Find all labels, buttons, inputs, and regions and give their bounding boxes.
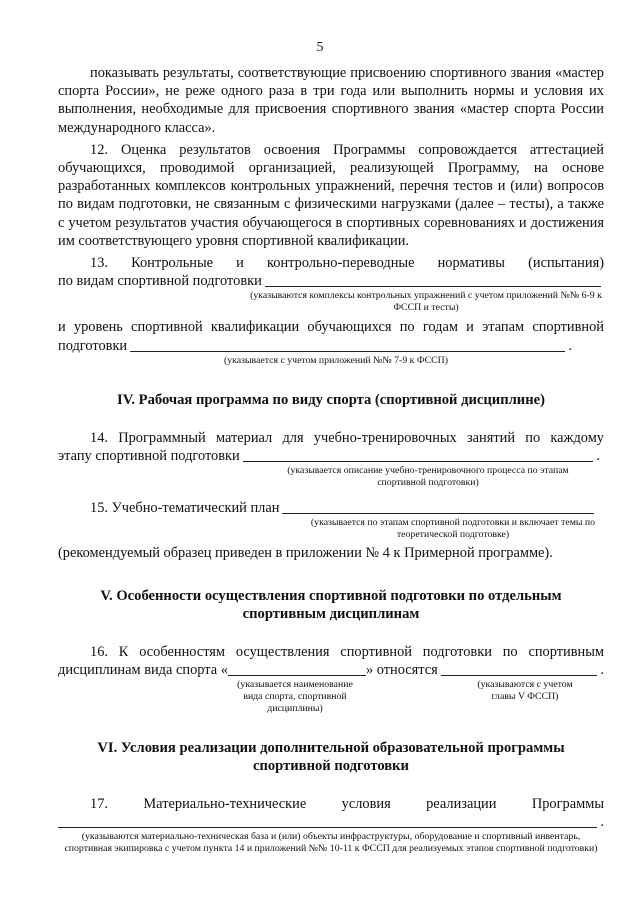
paragraph-15-line1: 15. Учебно-тематический план	[58, 499, 604, 517]
section-heading-vi: VI. Условия реализации дополнительной образовательной программы спортивной подготовки	[97, 740, 565, 775]
paragraph-14-line1: 14. Программный материал для учебно-тренировочных занятий по каждому	[90, 429, 604, 446]
blank-field-15[interactable]	[282, 499, 594, 514]
paragraph-16-line1: 16. К особенностям осуществления спортивной подготовки по спортивным	[90, 643, 604, 660]
note-16a: (указывается наименование вида спорта, спортивной дисциплины)	[237, 679, 353, 715]
note-15: (указывается по этапам спортивной подготовки и включает темы по теоретической подготовке)	[310, 517, 596, 541]
blank-field-16b[interactable]	[441, 661, 598, 676]
paragraph-12: 12. Оценка результатов освоения Программы сопровождается аттестацией обучающихся, проводимой организацией, реализующей Программу, на основе разработанных комплексов контрольных упражнений, перечня тестов и (или) вопросов по видам подготовки, не связанным с физическими нагрузками (далее – тесты), а также с учетом результатов участия обучающегося в спортивных соревнованиях и достижения им соответствующего уровня спортивной квалификации.	[58, 141, 604, 249]
paragraph-14-line2: этапу спортивной подготовки .	[58, 448, 600, 465]
page-number: 5	[316, 40, 324, 55]
paragraph-13-line4: подготовки .	[58, 337, 572, 354]
note-13a: (указываются комплексы контрольных упражнений с учетом приложений №№ 6-9 к ФССП и тесты)	[250, 290, 602, 314]
paragraph-results: показывать результаты, соответствующие присвоению спортивного звания «мастер спорта России», не реже одного раза в три года или выполнить нормы и условия их выполнения, необходимые для присвоения спортивного звания «мастер спорта России международного класса».	[58, 65, 604, 136]
blank-field-16a[interactable]	[228, 661, 366, 676]
blank-field-13a[interactable]	[265, 272, 601, 287]
paragraph-13-line3: и уровень спортивной квалификации обучающихся по годам и этапам спортивной	[58, 319, 604, 336]
document-body	[58, 64, 604, 855]
section-heading-v: V. Особенности осуществления спортивной подготовки по отдельным спортивным дисциплинам	[100, 587, 562, 622]
paragraph-15-line2: (рекомендуемый образец приведен в приложении № 4 к Примерной программе).	[58, 545, 553, 562]
blank-field-13b[interactable]	[130, 337, 565, 352]
paragraph-17-line1: 17. Материально-технические условия реализации Программы	[90, 796, 604, 813]
note-13b: (указывается с учетом приложений №№ 7-9 к ФССП)	[223, 354, 449, 366]
section-heading-iv: IV. Рабочая программа по виду спорта (спортивной дисциплине)	[117, 391, 545, 408]
blank-field-14[interactable]	[243, 447, 594, 462]
paragraph-16-line2: дисциплинам вида спорта « » относятся .	[58, 661, 604, 678]
note-17: (указываются материально-техническая база и (или) объекты инфраструктуры, оборудование и спортивный инвентарь, спортивная экипировка с учетом пункта 14 и приложений №№ 10-11 к ФССП для реализуемых этапов спортивной подготовки)	[64, 831, 598, 855]
paragraph-17-line2: .	[58, 813, 604, 831]
paragraph-13-line1: 13. Контрольные и контрольно-переводные нормативы (испытания)	[90, 255, 604, 272]
note-14: (указывается описание учебно-тренировочного процесса по этапам спортивной подготовки)	[287, 465, 569, 489]
notes-16	[58, 679, 604, 715]
blank-field-17[interactable]	[58, 813, 597, 828]
note-16b: (указываются с учетом главы V ФССП)	[477, 679, 573, 703]
paragraph-13-line2: по видам спортивной подготовки	[58, 272, 604, 290]
